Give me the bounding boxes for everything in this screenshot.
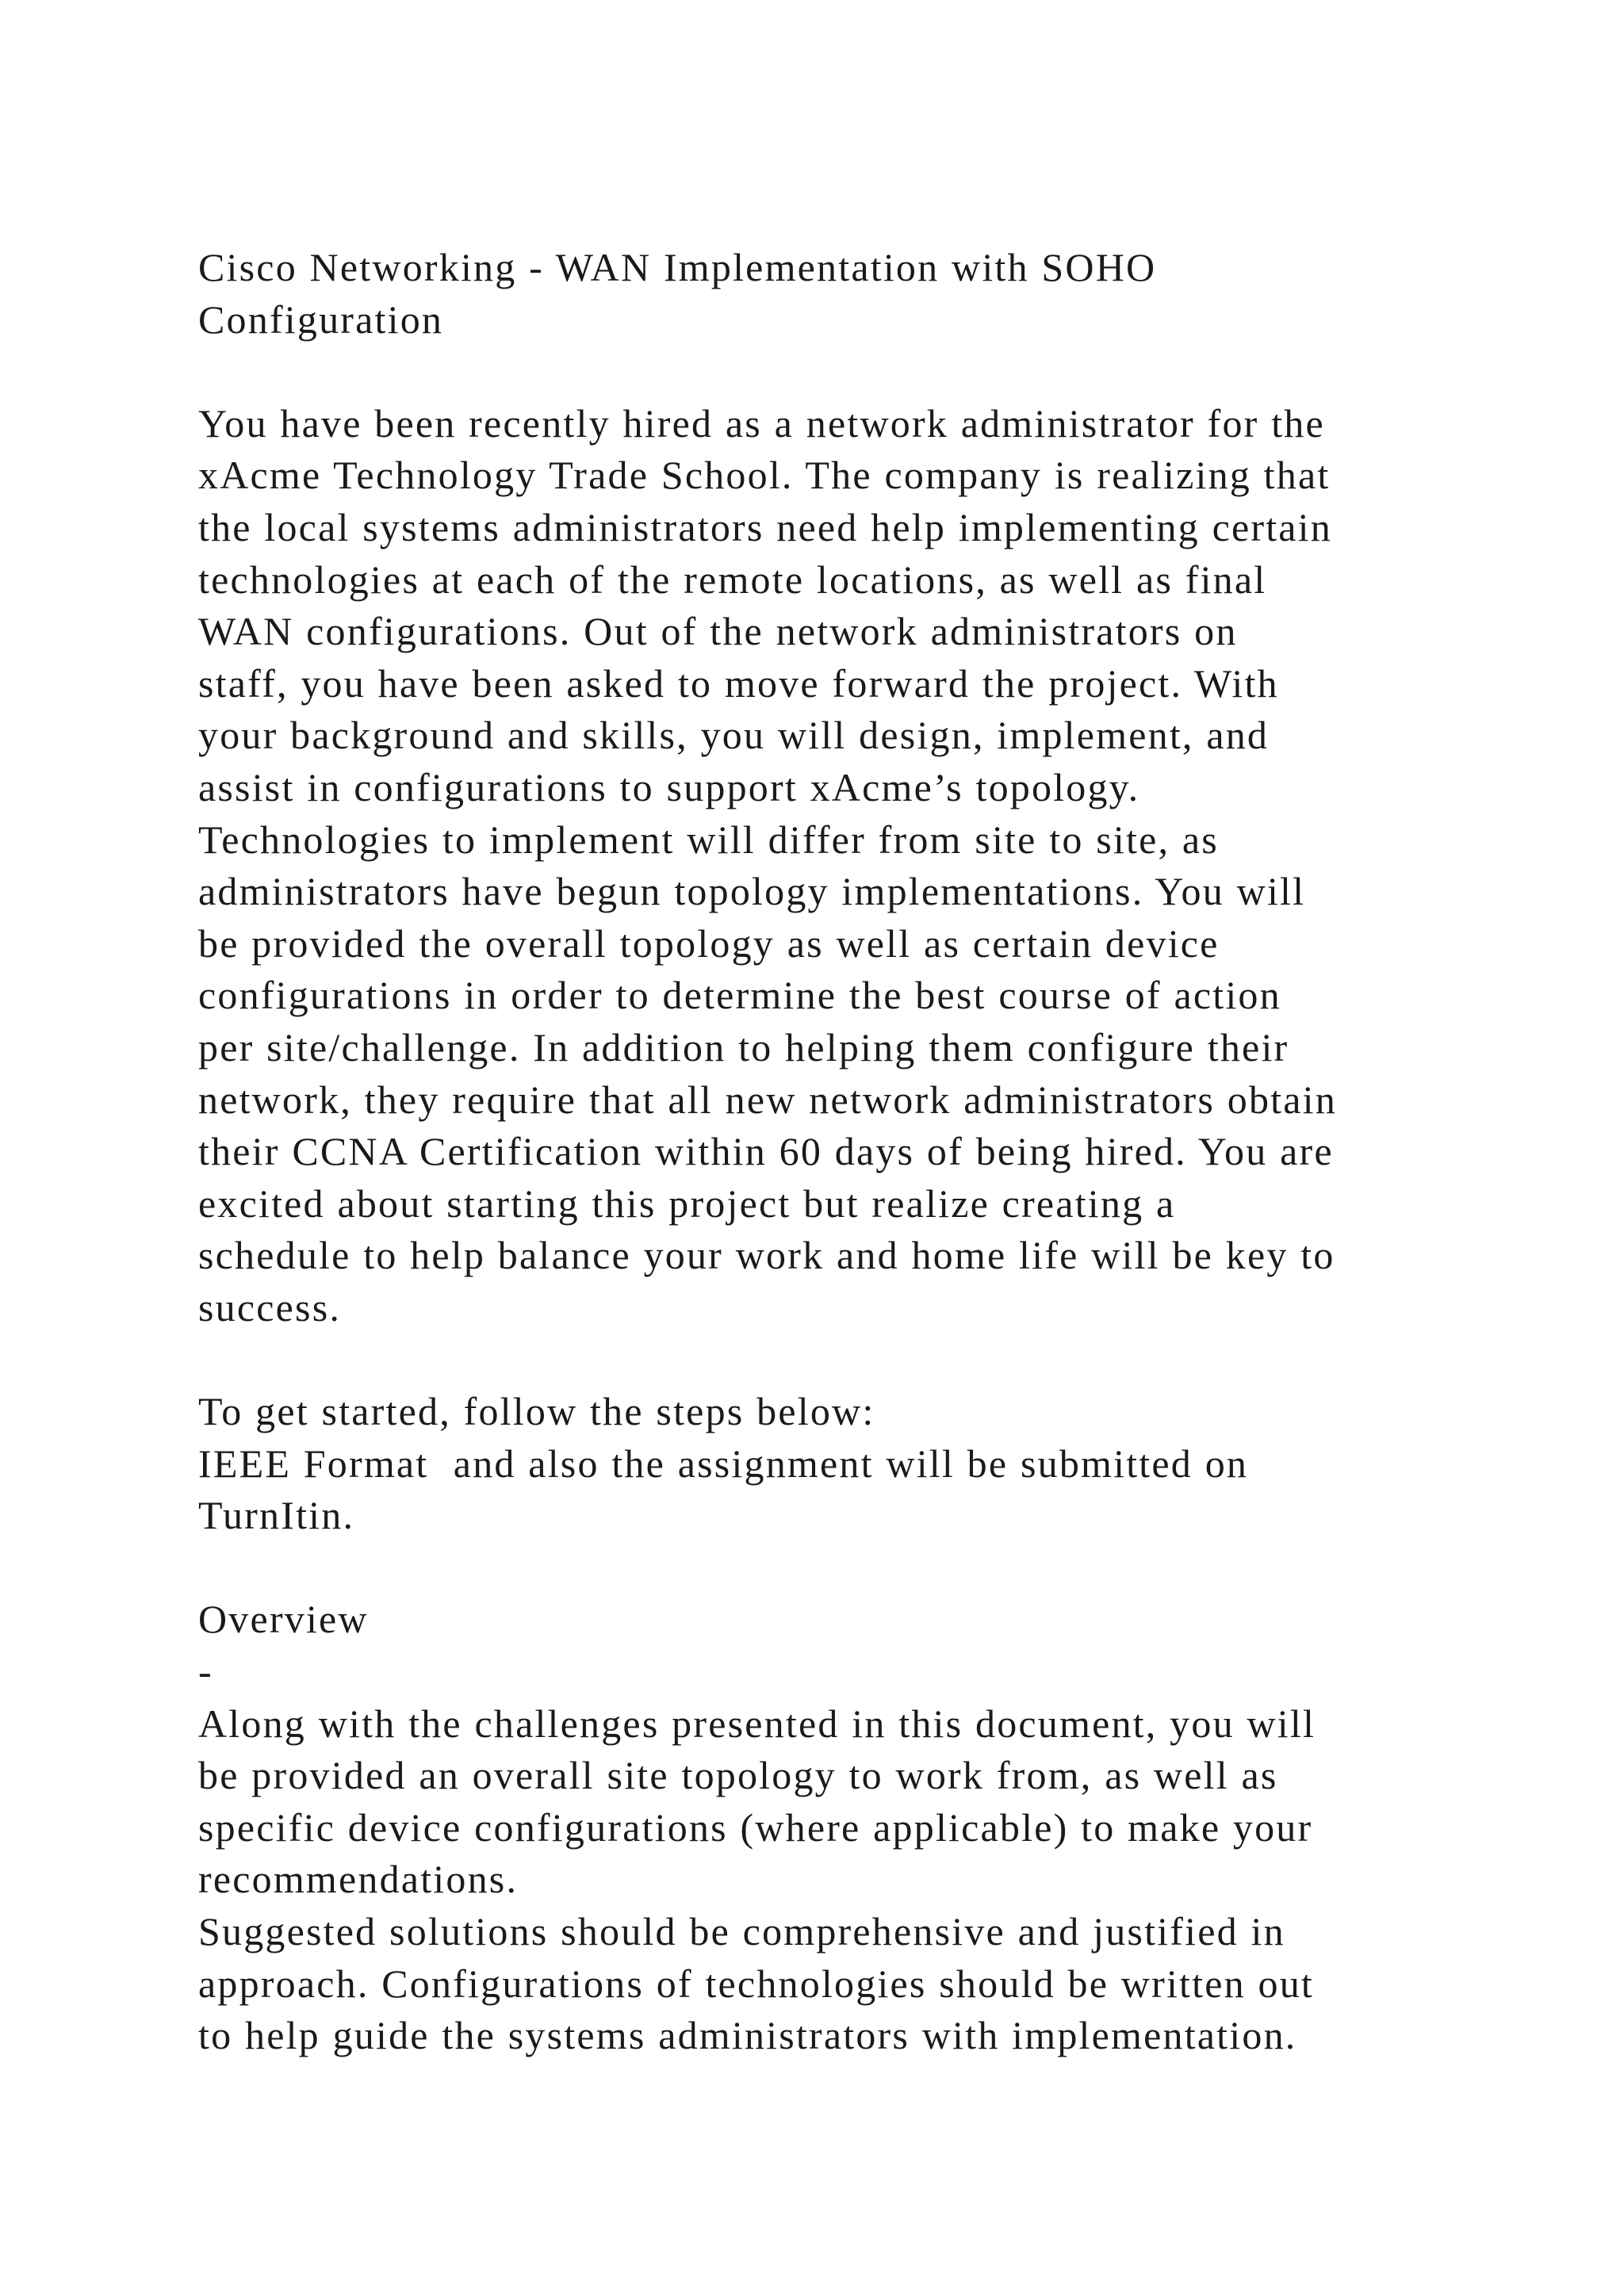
intro-line: schedule to help balance your work and home life will be key to [198, 1233, 1335, 1278]
overview-line: be provided an overall site topology to work from, as well as [198, 1753, 1278, 1798]
intro-line: administrators have begun topology implementations. You will [198, 869, 1306, 914]
overview-heading: Overview [198, 1597, 369, 1642]
title-line: Configuration [198, 297, 444, 342]
intro-line: xAcme Technology Trade School. The company is realizing that [198, 453, 1331, 498]
intro-paragraph [198, 398, 1546, 1334]
overview-line: to help guide the systems administrators with implementation. [198, 2013, 1297, 2058]
intro-line: Technologies to implement will differ from site to site, as [198, 817, 1219, 862]
getting-started-paragraph [198, 1386, 1546, 1542]
overview-section [198, 1594, 1546, 2061]
overview-line: recommendations. [198, 1857, 519, 1902]
intro-line: You have been recently hired as a network administrator for the [198, 400, 1325, 446]
intro-line: technologies at each of the remote locations, as well as final [198, 557, 1267, 602]
intro-line: your background and skills, you will design, implement, and [198, 713, 1270, 758]
overview-line: specific device configurations (where applicable) to make your [198, 1804, 1313, 1850]
paragraph-spacer [198, 1542, 1546, 1594]
overview-dash: - [198, 1649, 213, 1694]
intro-line: staff, you have been asked to move forward the project. With [198, 660, 1279, 706]
intro-line: the local systems administrators need help implementing certain [198, 504, 1332, 549]
getting-started-line: IEEE Format and also the assignment will be submitted on [198, 1441, 1249, 1486]
intro-line: WAN configurations. Out of the network administrators on [198, 609, 1238, 654]
intro-line: network, they require that all new network administrators obtain [198, 1077, 1337, 1122]
getting-started-line: TurnItin. [198, 1493, 355, 1538]
intro-line: per site/challenge. In addition to helping them configure their [198, 1024, 1289, 1070]
getting-started-line: To get started, follow the steps below: [198, 1389, 875, 1434]
title-line: Cisco Networking - WAN Implementation with SOHO [198, 245, 1157, 289]
intro-line: be provided the overall topology as well as certain device [198, 920, 1220, 966]
intro-line: configurations in order to determine the best course of action [198, 973, 1281, 1018]
intro-line: their CCNA Certification within 60 days of being hired. You are [198, 1129, 1334, 1174]
intro-line: excited about starting this project but realize creating a [198, 1181, 1176, 1226]
overview-line: Suggested solutions should be comprehensive and justified in [198, 1909, 1285, 1954]
overview-line: Along with the challenges presented in this document, you will [198, 1701, 1316, 1746]
intro-line: success. [198, 1284, 342, 1330]
overview-line: approach. Configurations of technologies should be written out [198, 1961, 1315, 2006]
document-body [198, 242, 1546, 2062]
intro-line: assist in configurations to support xAcme’s topology. [198, 764, 1140, 809]
document-title [198, 242, 1546, 346]
paragraph-spacer [198, 1334, 1546, 1386]
paragraph-spacer [198, 346, 1546, 398]
